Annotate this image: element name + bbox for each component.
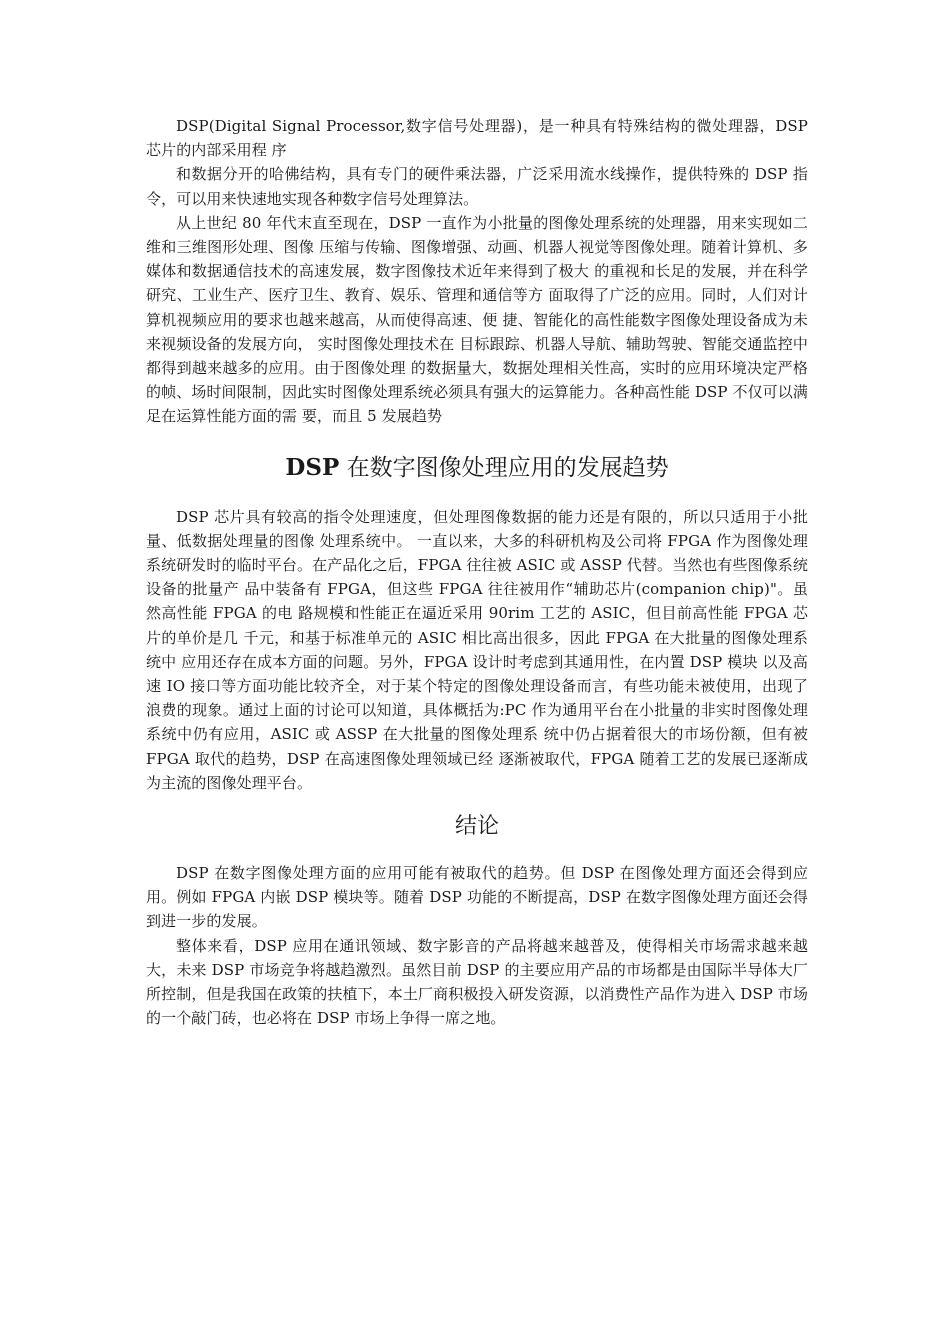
intro-paragraph-1: DSP(Digital Signal Processor,数字信号处理器)，是一种具有特殊结构的微处理器，DSP 芯片的内部采用程 序 [146, 117, 808, 160]
conclusion-paragraph-2: 整体来看，DSP 应用在通讯领域、数字影音的产品将越来越普及，使得相关市场需求越来越大，未来 DSP 市场竞争将越趋激烈。虽然目前 DSP 的主要应用产品的市场都是由国际半导体大厂所控制，但是我国在政策的扶植下，本土厂商积极投入研发资源，以消费性产品作为进入 DSP 市场的一个敲门砖，也必将在 DSP 市场上争得一席之地。 [146, 936, 808, 1028]
conclusion-paragraph-1: DSP 在数字图像处理方面的应用可能有被取代的趋势。但 DSP 在图像处理方面还会得到应用。例如 FPGA 内嵌 DSP 模块等。随着 DSP 功能的不断提高，DSP 在数字图像处理方面还会得到进一步的发展。 [146, 864, 808, 931]
document-page [146, 114, 808, 1031]
intro-paragraph-3: 从上世纪 80 年代末直至现在，DSP 一直作为小批量的图像处理系统的处理器，用来实现如二维和三维图形处理、图像 压缩与传输、图像增强、动画、机器人视觉等图像处理。随着计算机、多媒体和数据通信技术的高速发展，数字图像技术近年来得到了极大 的重视和长足的发展，并在科学研究、工业生产、医疗卫生、教育、娱乐、管理和通信等方 面取得了广泛的应用。同时，人们对计算机视频应用的要求也越来越高，从而使得高速、便 捷、智能化的高性能数字图像处理设备成为未来视频设备的发展方向， 实时图像处理技术在 目标跟踪、机器人导航、辅助驾驶、智能交通监控中都得到越来越多的应用。由于图像处理 的数据量大，数据处理相关性高，实时的应用环境决定严格的帧、场时间限制，因此实时图像处理系统必须具有强大的运算能力。各种高性能 DSP 不仅可以满足在运算性能方面的需 要，而且 5 发展趋势 [146, 213, 808, 426]
section-title-trend [146, 451, 808, 485]
intro-paragraph-2: 和数据分开的哈佛结构，具有专门的硬件乘法器，广泛采用流水线操作，提供特殊的 DSP 指令，可以用来快速地实现各种数字信号处理算法。 [146, 165, 808, 208]
section-title-trend-bold: DSP [285, 453, 340, 481]
section-title-trend-rest: 在数字图像处理应用的发展趋势 [339, 454, 669, 481]
section-title-conclusion: 结论 [454, 814, 499, 840]
trend-paragraph-1: DSP 芯片具有较高的指令处理速度，但处理图像数据的能力还是有限的，所以只适用于小批量、低数据处理量的图像 处理系统中。 一直以来，大多的科研机构及公司将 FPGA 作为图像处理系统研发时的临时平台。在产品化之后，FPGA 往往被 ASIC 或 ASSP 代替。当然也有些图像系统设备的批量产 品中装备有 FPGA，但这些 FPGA 往往被用作“辅助芯片(companion chip)"。虽然高性能 FPGA 的电 路规模和性能正在逼近采用 90rim 工艺的 ASIC，但目前高性能 FPGA 芯片的单价是几 千元，和基于标准单元的 ASIC 相比高出很多，因此 FPGA 在大批量的图像处理系统中 应用还存在成本方面的问题。另外，FPGA 设计时考虑到其通用性，在内置 DSP 模块 以及高速 IO 接口等方面功能比较齐全，对于某个特定的图像处理设备而言，有些功能未被使用，出现了浪费的现象。通过上面的讨论可以知道，具体概括为:PC 作为通用平台在小批量的非实时图像处理系统中仍有应用，ASIC 或 ASSP 在大批量的图像处理系 统中仍占据着很大的市场份额，但有被 FPGA 取代的趋势，DSP 在高速图像处理领域已经 逐渐被取代，FPGA 随着工艺的发展已逐渐成为主流的图像处理平台。 [146, 507, 808, 792]
